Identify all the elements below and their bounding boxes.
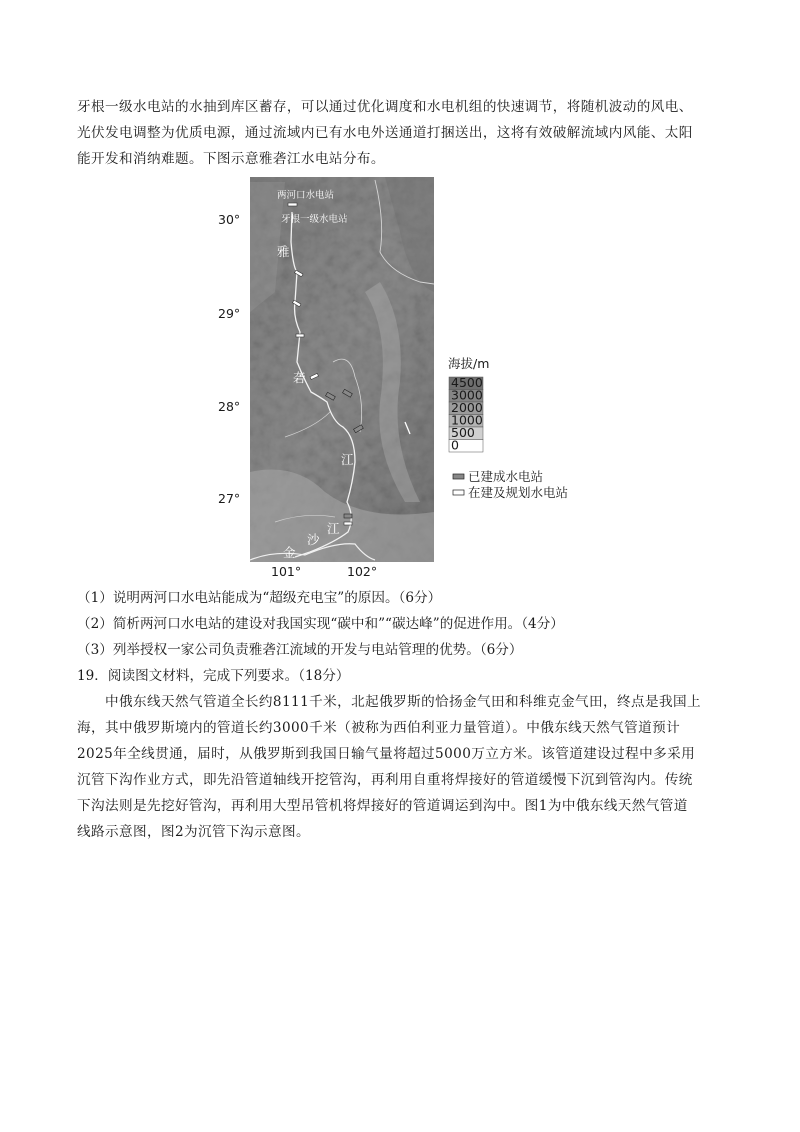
river-char: 雅 xyxy=(277,244,290,259)
yalong-river-map xyxy=(215,172,595,582)
legend-level-label: 4500 xyxy=(451,375,483,390)
legend-built xyxy=(453,469,543,484)
lon-label: 101° xyxy=(271,564,302,579)
q19-heading: 19．阅读图文材料，完成下列要求。（18分） xyxy=(77,668,350,684)
question-3: （3）列举授权一家公司负责雅砻江流域的开发与电站管理的优势。（6分） xyxy=(77,642,523,658)
intro-paragraph xyxy=(77,94,725,172)
q19-line: 线路示意图，图2为沉管下沟示意图。 xyxy=(77,824,310,840)
legend-level-label: 3000 xyxy=(451,387,483,403)
intro-line: 牙根一级水电站的水抽到库区蓄存，可以通过优化调度和水电机组的快速调节，将随机波动的风电、 xyxy=(77,99,693,115)
lat-label: 27° xyxy=(218,491,241,506)
intro-line: 能开发和消纳难题。下图示意雅砻江水电站分布。 xyxy=(77,151,385,167)
jinsha-char: 金 xyxy=(283,545,296,560)
lat-label: 28° xyxy=(218,399,241,414)
terrain xyxy=(250,177,434,562)
river-char: 江 xyxy=(327,521,340,536)
river-char: 江 xyxy=(341,452,354,467)
q19-paragraph xyxy=(77,689,725,845)
intro-line: 光伏发电调整为优质电源，通过流域内已有水电外送通道打捆送出，这将有效破解流域内风能、太阳 xyxy=(77,125,693,141)
station-label-lianghekou: 两河口水电站 xyxy=(277,190,335,201)
map-svg xyxy=(215,172,595,582)
q19-line: 中俄东线天然气管道全长约8111千米，北起俄罗斯的恰扬金气田和科维克金气田，终点是我国上 xyxy=(105,694,701,710)
legend-level-label: 500 xyxy=(451,425,475,440)
legend-built-label: 已建成水电站 xyxy=(468,469,544,484)
built-station-marker xyxy=(344,514,352,518)
lon-label: 102° xyxy=(347,564,378,579)
q19-line: 2025年全线贯通，届时，从俄罗斯到我国日输气量将超过5000万立方米。该管道建设过程中多采用 xyxy=(77,746,696,762)
legend-planned-label: 在建及规划水电站 xyxy=(468,485,569,500)
river-char: 砻 xyxy=(293,370,306,385)
legend-planned xyxy=(453,485,568,500)
lat-label: 29° xyxy=(218,306,241,321)
planned-station-marker xyxy=(288,203,297,206)
question-1: （1）说明两河口水电站能成为“超级充电宝”的原因。（6分） xyxy=(77,590,442,606)
q19-line: 沉管下沟作业方式，即先沿管道轴线开挖管沟，再利用自重将焊接好的管道缓慢下沉到管沟内。传统 xyxy=(77,772,693,788)
question-2: （2）简析两河口水电站的建设对我国实现“碳中和”“碳达峰”的促进作用。（4分） xyxy=(77,616,564,632)
jinsha-char: 沙 xyxy=(307,532,320,547)
legend-title: 海拔/m xyxy=(448,356,490,371)
planned-station-marker xyxy=(344,522,352,525)
legend-level-label: 0 xyxy=(451,437,459,453)
elevation-legend xyxy=(448,356,568,500)
q19-line: 海，其中俄罗斯境内的管道长约3000千米（被称为西伯利亚力量管道）。中俄东线天然气管道预计 xyxy=(77,720,681,736)
lat-label: 30° xyxy=(218,212,241,227)
planned-station-marker xyxy=(296,334,304,337)
legend-level-label: 2000 xyxy=(451,400,483,415)
q19-line: 下沟法则是先挖好管沟，再利用大型吊管机将焊接好的管道调运到沟中。图1为中俄东线天然气管道 xyxy=(77,798,688,814)
legend-level-label: 1000 xyxy=(451,412,483,428)
station-label-yagen: 牙根一级水电站 xyxy=(281,214,348,225)
